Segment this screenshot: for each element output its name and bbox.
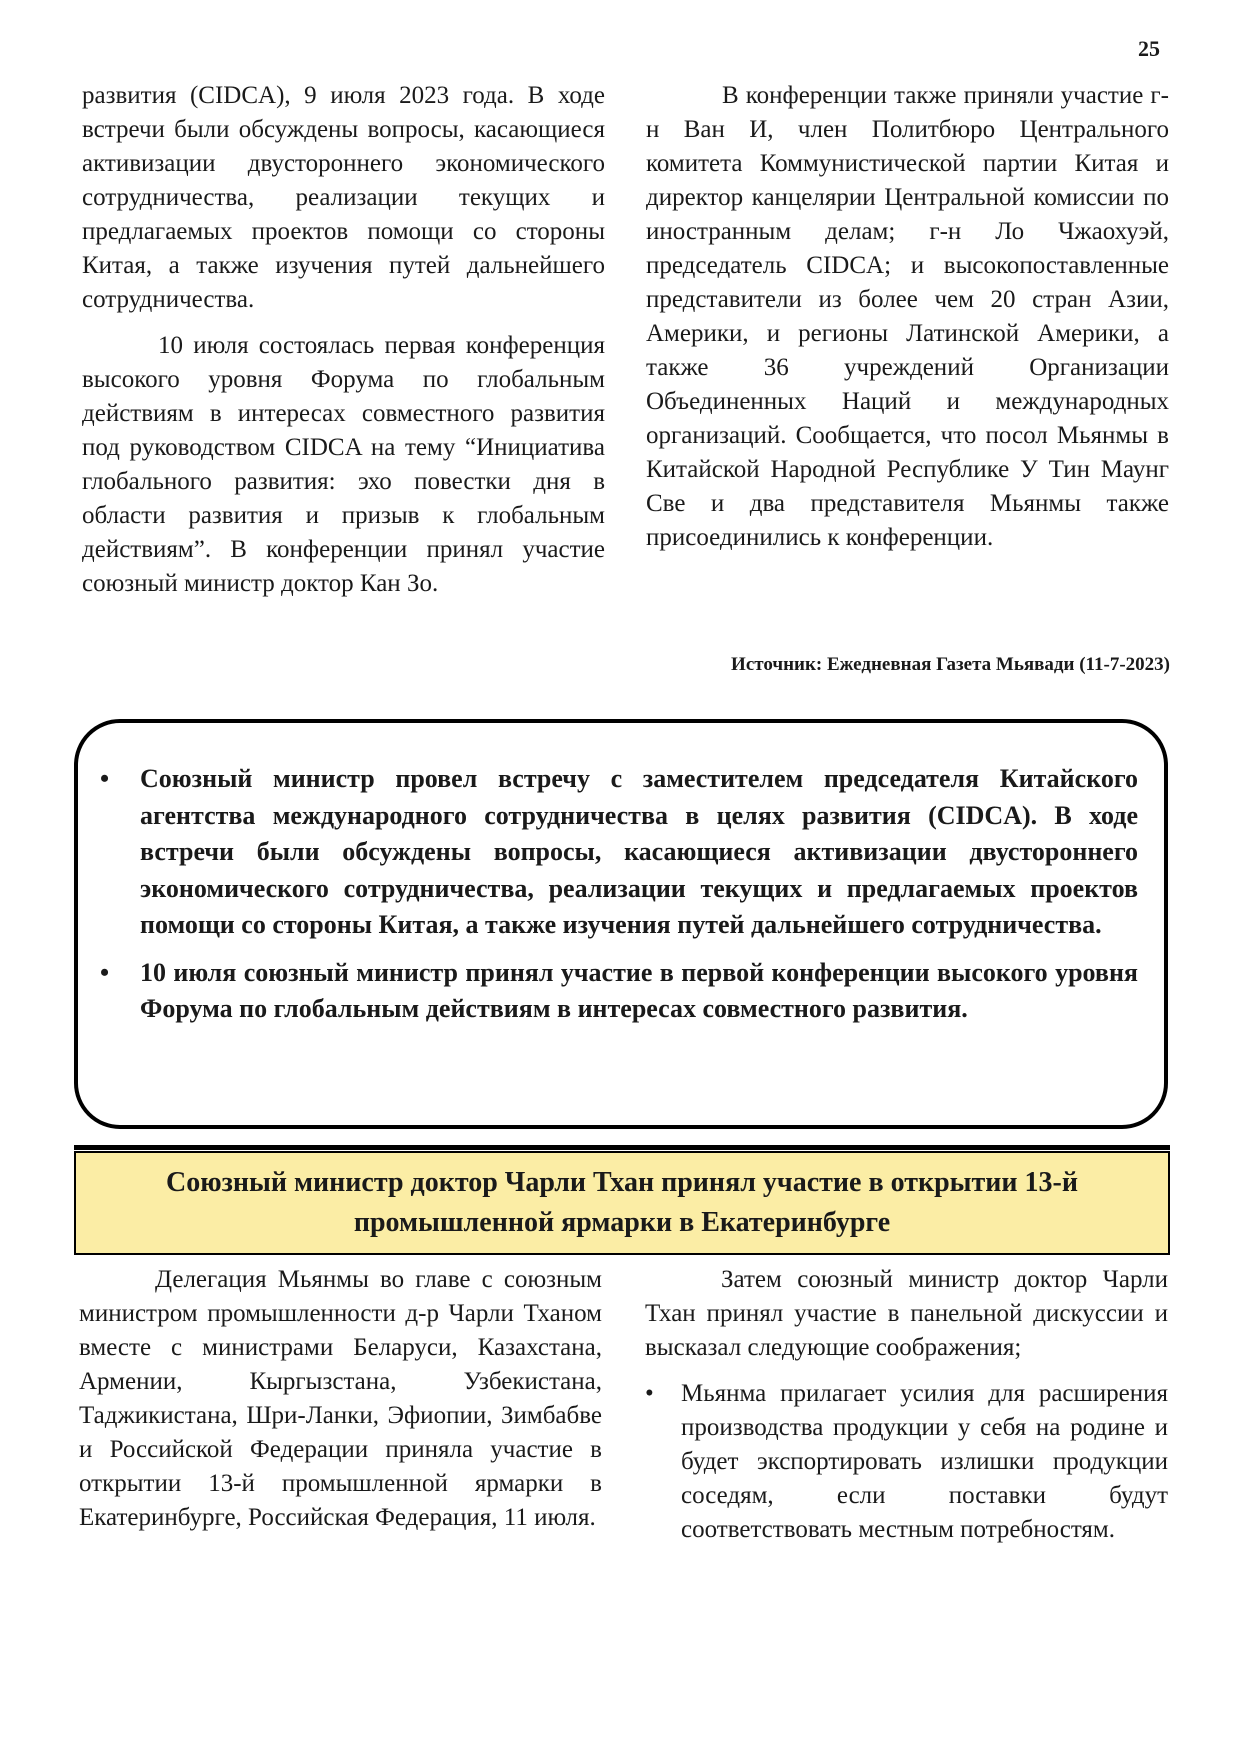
article-headline xyxy=(74,1151,1170,1255)
summary-item xyxy=(78,955,1138,1028)
article-column-top-left xyxy=(82,79,605,613)
article-paragraph: развития (CIDCA), 9 июля 2023 года. В ходе встречи были обсуждены вопросы, касающиеся активизации двустороннего экономического сотрудничества, реализации текущих и предлагаемых проектов помощи со стороны Китая, а также изучения путей дальнейшего сотрудничества. xyxy=(82,82,605,313)
summary-item-text: Союзный министр провел встречу с заместителем председателя Китайского агентства международного сотрудничества в целях развития (CIDCA). В ходе встречи были обсуждены вопросы, касающиеся активизации двустороннего экономического сотрудничества, реализации текущих и предлагаемых проектов помощи со стороны Китая, а также изучения путей дальнейшего сотрудничества. xyxy=(140,764,1138,939)
article-paragraph: Затем союзный министр доктор Чарли Тхан принял участие в панельной дискуссии и высказал следующие соображения; xyxy=(645,1266,1168,1361)
list-item-text: Мьянма прилагает усилия для расширения производства продукции у себя на родине и будет экспортировать излишки продукции соседям, если поставки будут соответствовать местным потребностям. xyxy=(681,1380,1168,1543)
article-column-top-right xyxy=(646,79,1169,567)
summary-box xyxy=(74,719,1168,1129)
summary-item-text: 10 июля союзный министр принял участие в первой конференции высокого уровня Форума по глобальным действиям в интересах совместного развития. xyxy=(140,957,1138,1023)
section-divider xyxy=(74,1145,1170,1150)
bullet-list xyxy=(645,1377,1168,1547)
summary-item xyxy=(78,761,1138,944)
headline-text: Союзный министр доктор Чарли Тхан принял участие в открытии 13-й промышленной ярмарки в Екатеринбурге xyxy=(165,1167,1079,1238)
article-paragraph: В конференции также приняли участие г-н Ван И, член Политбюро Центрального комитета Коммунистической партии Китая и директор канцелярии Центральной комиссии по иностранным делам; г-н Ло Чжаохуэй, председатель CIDCA; и высокопоставленные представители из более чем 20 стран Азии, Америки, и регионы Латинской Америки, а также 36 учреждений Организации Объединенных Наций и международных организаций. Сообщается, что посол Мьянмы в Китайской Народной Республике У Тин Маунг Све и два представителя Мьянмы также присоединились к конференции. xyxy=(646,82,1169,551)
summary-list xyxy=(78,761,1138,1039)
source-citation: Источник: Ежедневная Газета Мьявади (11-7-2023) xyxy=(731,654,1170,675)
bullet-icon: • xyxy=(100,957,110,987)
bullet-icon: • xyxy=(100,764,110,793)
bullet-icon: • xyxy=(645,1380,654,1407)
article-column-bottom-left xyxy=(79,1263,602,1547)
article-paragraph: Делегация Мьянмы во главе с союзным министром промышленности д-р Чарли Тханом вместе с министрами Беларуси, Казахстана, Армении, Кыргызстана, Узбекистана, Таджикистана, Шри-Ланки, Эфиопии, Зимбабве и Российской Федерации приняла участие в открытии 13-й промышленной ярмарки в Екатеринбурге, Российская Федерация, 11 июля. xyxy=(79,1266,602,1531)
page-number: 25 xyxy=(1138,36,1160,61)
article-column-bottom-right xyxy=(645,1263,1168,1547)
list-item xyxy=(645,1377,1168,1547)
article-paragraph: 10 июля состоялась первая конференция высокого уровня Форума по глобальным действиям в интересах совместного развития под руководством CIDCA на тему “Инициатива глобального развития: эхо повестки дня в области развития и призыв к глобальным действиям”. В конференции принял участие союзный министр доктор Кан Зо. xyxy=(82,332,605,597)
